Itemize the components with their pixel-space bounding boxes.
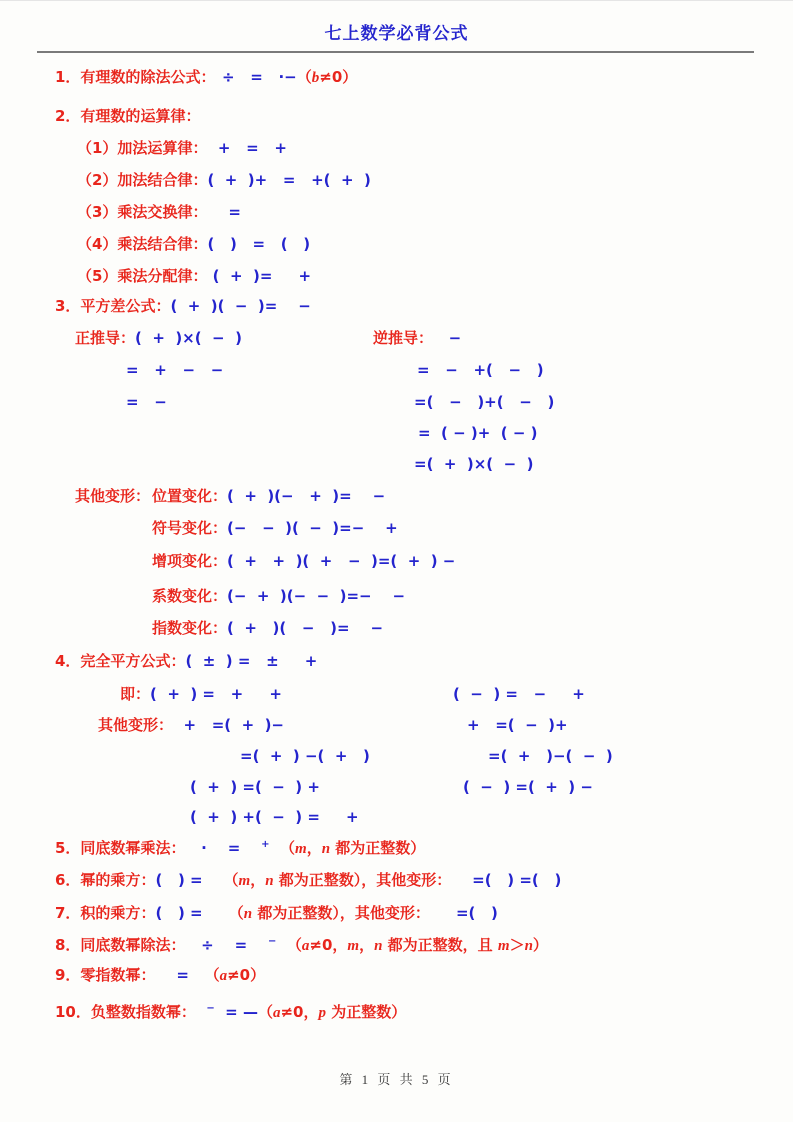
text-chunk [418, 423, 537, 443]
text-chunk [55, 903, 498, 924]
text-run: ÷ = [185, 936, 269, 954]
text-run: = [155, 966, 205, 984]
text-chunk [120, 684, 282, 704]
text-chunk [55, 870, 561, 891]
text-chunk [55, 838, 425, 859]
text-chunk [152, 586, 405, 606]
text-run: ( ) = ( ) [207, 235, 311, 253]
text-run: ( + )= + [207, 267, 312, 285]
text-chunk [77, 202, 241, 222]
formula-line [0, 454, 793, 476]
text-run: （2）加法结合律： [77, 171, 208, 189]
text-run: （3）乘法交换律： [77, 203, 208, 221]
page-title: 七上数学必背公式 [324, 24, 469, 44]
text-run: ( + )(− + )= − [227, 487, 386, 505]
text-chunk [77, 138, 287, 158]
text-run: （ [204, 966, 220, 984]
formula-line [0, 618, 793, 640]
text-run: ， [359, 936, 375, 954]
text-run: ， [250, 871, 266, 889]
text-run: 即： [120, 685, 151, 703]
formula-line [0, 266, 793, 288]
text-run: m [295, 841, 307, 857]
text-run: n [374, 938, 383, 954]
text-run: n [321, 841, 331, 857]
text-run: ( ± ) = ± + [185, 652, 318, 670]
text-run: a [219, 968, 228, 984]
formula-line [0, 935, 793, 957]
text-run: − [433, 329, 462, 347]
text-run: 7．积的乘方： [55, 904, 156, 922]
text-run: （ [296, 68, 312, 86]
text-run: 都为正整数，且 [382, 936, 498, 954]
formula-line [0, 138, 793, 160]
formula-line [0, 1002, 793, 1024]
text-run: + =( − )+ [467, 716, 568, 734]
text-run: =( ) =( ) [451, 871, 562, 889]
formula-line [0, 486, 793, 508]
formula-line [0, 586, 793, 608]
text-run: =( + )×( − ) [414, 455, 534, 473]
formula-line [0, 392, 793, 414]
text-run: 10．负整数指数幂： [55, 1003, 196, 1021]
text-run: =( + )−( − ) [488, 747, 613, 765]
text-run: (− + )(− − )=− − [227, 587, 406, 605]
text-run: 9．零指数幂： [55, 966, 156, 984]
text-chunk [240, 746, 370, 766]
text-run: a [301, 938, 310, 954]
text-run: − [206, 1003, 215, 1014]
formula-line [0, 67, 793, 89]
text-run: （ [223, 871, 239, 889]
text-run: （4）乘法结合律： [77, 235, 208, 253]
text-chunk [417, 360, 544, 380]
formula-line [0, 651, 793, 673]
text-chunk [55, 106, 200, 126]
text-chunk [55, 965, 265, 986]
text-run: =( − )+( − ) [414, 393, 555, 411]
text-run: ， [306, 839, 322, 857]
text-run: 4．完全平方公式： [55, 652, 186, 670]
text-run: 其他变形： [98, 716, 174, 734]
formula-line [0, 715, 793, 737]
text-chunk [126, 360, 223, 380]
text-run: 其他变形： [75, 487, 151, 505]
text-chunk [414, 454, 533, 474]
text-run: ≠0） [227, 966, 266, 984]
formula-line [0, 328, 793, 350]
text-run: ( + )( − )= − [227, 619, 384, 637]
text-run: =( + ) −( + ) [240, 747, 370, 765]
text-run: = − +( − ) [417, 361, 544, 379]
text-run: ( + ) =( − ) + [190, 778, 320, 796]
text-chunk [77, 170, 371, 190]
text-run: （ [276, 936, 302, 954]
text-run: = − [126, 393, 167, 411]
text-chunk [453, 684, 585, 704]
text-run: = [207, 203, 241, 221]
text-run: 都为正整数），其他变形： [252, 904, 430, 922]
formula-line [0, 170, 793, 192]
text-chunk [463, 777, 593, 797]
text-run: ( + )( − )= − [170, 297, 311, 315]
text-run: 正推导： [75, 329, 136, 347]
text-run: 符号变化： [152, 519, 228, 537]
text-run: ( + + )( + − )=( + ) − [227, 552, 456, 570]
text-run: ( − ) =( + ) − [463, 778, 593, 796]
text-run: ( ) = [155, 904, 229, 922]
text-run: ÷ = ·− [222, 68, 297, 86]
text-run: m [497, 938, 510, 954]
text-run: m [238, 873, 251, 889]
text-chunk [55, 296, 311, 316]
text-run: ≠0， [309, 936, 348, 954]
text-run: a [272, 1005, 281, 1021]
formula-line [0, 296, 793, 318]
formula-line [0, 965, 793, 987]
text-run: （ [257, 1003, 273, 1021]
formula-line [0, 838, 793, 860]
text-chunk [75, 486, 150, 506]
text-chunk [77, 234, 310, 254]
text-chunk [55, 67, 215, 87]
text-chunk [190, 807, 359, 827]
text-run: 逆推导： [373, 329, 434, 347]
text-run: 3．平方差公式： [55, 297, 171, 315]
text-chunk [414, 392, 554, 412]
text-chunk [152, 518, 398, 538]
formula-line [0, 551, 793, 573]
text-chunk [55, 651, 317, 671]
text-run: 1．有理数的除法公式： [55, 68, 216, 86]
text-run: 都为正整数），其他变形： [273, 871, 452, 889]
text-chunk [373, 328, 461, 348]
text-run: − [268, 936, 277, 947]
text-chunk [190, 777, 320, 797]
text-run: ≠0， [280, 1003, 319, 1021]
formula-line [0, 202, 793, 224]
text-run: = — [214, 1003, 258, 1021]
text-chunk [98, 715, 284, 735]
text-run: ( + ) +( − ) = + [190, 808, 359, 826]
formula-line [0, 106, 793, 128]
formula-line [0, 777, 793, 799]
text-chunk [488, 746, 613, 766]
text-run: 5．同底数幂乘法： [55, 839, 186, 857]
text-run: （5）乘法分配律： [77, 267, 208, 285]
text-run: 指数变化： [152, 619, 228, 637]
text-run: n [524, 938, 533, 954]
text-run: n [265, 873, 274, 889]
text-run: 位置变化： [152, 487, 228, 505]
text-run [196, 1003, 206, 1021]
formula-line [0, 746, 793, 768]
text-run: 8．同底数幂除法： [55, 936, 186, 954]
text-run: ） [532, 936, 548, 954]
text-run: · = [185, 839, 262, 857]
text-chunk [152, 486, 385, 506]
text-run: 2．有理数的运算律： [55, 107, 201, 125]
text-run: ( + )+ = +( + ) [207, 171, 371, 189]
text-chunk [55, 935, 548, 956]
formula-line [0, 684, 793, 706]
text-run: 增项变化： [152, 552, 228, 570]
text-run: ＞ [509, 936, 525, 954]
text-chunk [126, 392, 167, 412]
text-run: n [243, 906, 253, 922]
text-run: 都为正整数） [330, 839, 426, 857]
text-run: （ [269, 839, 296, 857]
text-chunk [75, 328, 242, 348]
text-run: ( + )×( − ) [135, 329, 242, 347]
text-run: （1）加法运算律： [77, 139, 208, 157]
text-chunk [222, 67, 357, 88]
text-run: ≠0） [319, 68, 358, 86]
text-run: 为正整数） [326, 1003, 407, 1021]
formula-line [0, 807, 793, 829]
formula-line [0, 518, 793, 540]
formula-line [0, 870, 793, 892]
text-run: b [311, 70, 320, 86]
text-run: p [318, 1005, 326, 1021]
text-run: (− − )( − )=− + [227, 519, 398, 537]
text-run: ( + ) = + + [150, 685, 282, 703]
text-run: m [347, 938, 360, 954]
text-chunk [467, 715, 568, 735]
text-run: = ( − )+ ( − ) [418, 424, 538, 442]
formula-line [0, 423, 793, 445]
text-chunk [152, 618, 383, 638]
text-run: ( − ) = − + [453, 685, 585, 703]
text-chunk [152, 551, 455, 571]
formula-line [0, 234, 793, 256]
formula-line [0, 903, 793, 925]
text-run: 6．幂的乘方： [55, 871, 156, 889]
formula-line [0, 360, 793, 382]
text-run: = + − − [126, 361, 224, 379]
text-run: ( ) = [155, 871, 224, 889]
document-body [0, 1, 793, 1122]
text-chunk [77, 266, 311, 286]
page-footer: 第 1 页 共 5 页 [339, 1072, 454, 1087]
text-chunk [55, 1002, 406, 1023]
text-run: + [261, 839, 270, 850]
text-run: （ [228, 904, 244, 922]
text-run: =( ) [429, 904, 498, 922]
text-run: 系数变化： [152, 587, 228, 605]
text-run: + =( + )− [173, 716, 284, 734]
text-run: + = + [207, 139, 287, 157]
